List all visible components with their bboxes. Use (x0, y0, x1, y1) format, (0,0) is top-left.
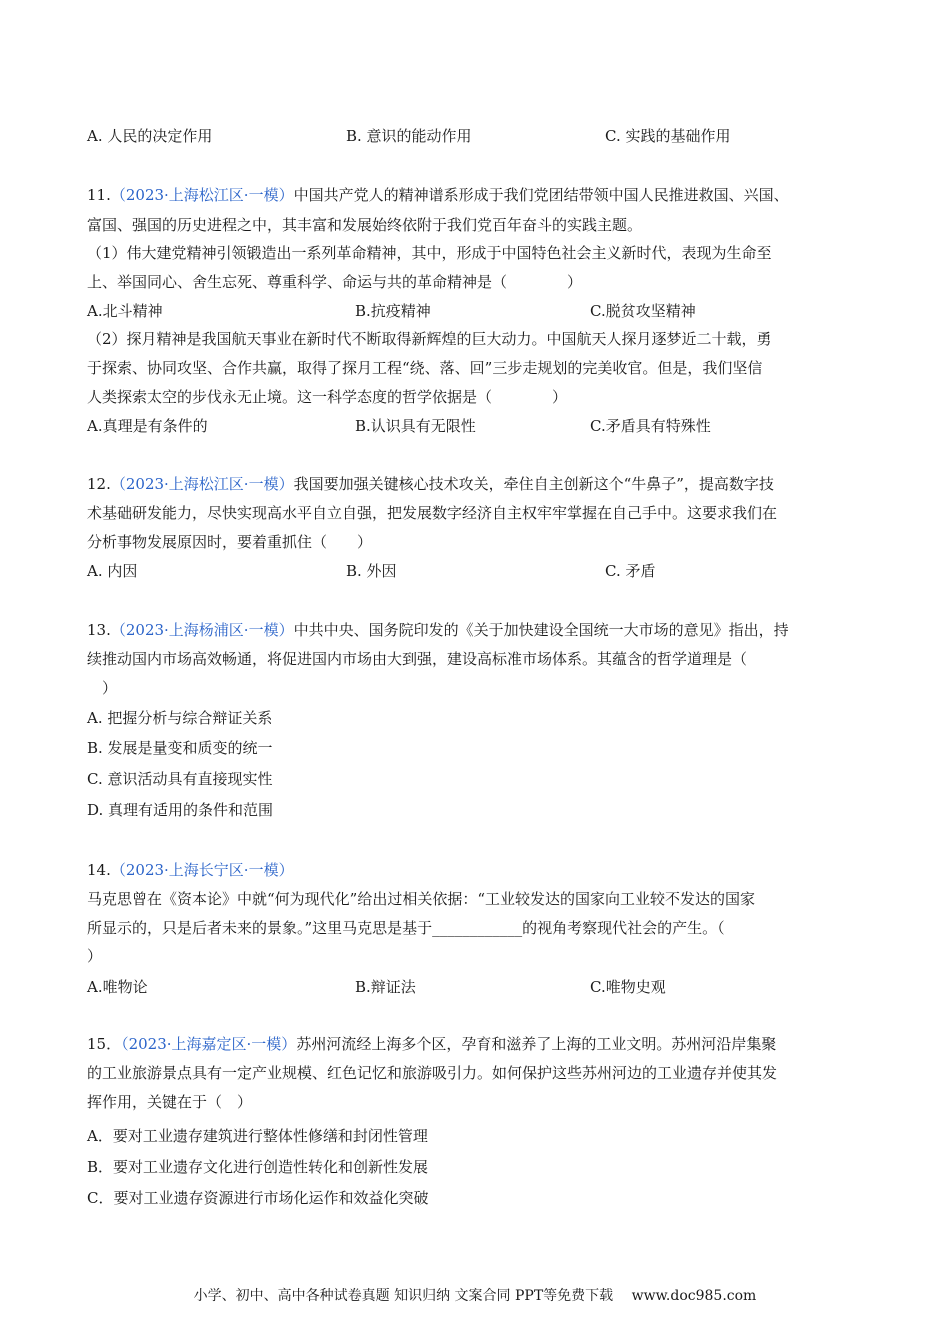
q13-number: 13. (87, 621, 111, 639)
q11-sub1-option-a: A.北斗精神 (87, 302, 163, 320)
q14-option-c: C.唯物史观 (590, 978, 666, 996)
q11-stem-line-2: 富国、强国的历史进程之中，其丰富和发展始终依附于我们党百年奋斗的实践主题。 (87, 216, 643, 234)
q13-stem-line-3: ） (87, 679, 118, 697)
q11-sub1-line-1: （1）伟大建党精神引领锻造出一系列革命精神，其中，形成于中国特色社会主义新时代，表现为生命至 (87, 244, 772, 262)
q11-sub1-line-2: 上、举国同心、舍生忘死、尊重科学、命运与共的革命精神是（ ） (87, 273, 583, 291)
q11-stem-line-1 (87, 185, 867, 205)
q15-option-c: C．要对工业遗存资源进行市场化运作和效益化突破 (87, 1189, 429, 1207)
q15-stem-line-3: 挥作用，关键在于（ ） (87, 1093, 253, 1111)
q12-number: 12. (87, 475, 111, 493)
q11-sub1-option-b: B.抗疫精神 (355, 302, 431, 320)
q12-source: （2023·上海松江区·一模） (110, 475, 294, 493)
q11-number: 11. (87, 186, 111, 204)
q14-stem-line-1: 马克思曾在《资本论》中就“何为现代化”给出过相关依据：“工业较发达的国家向工业较不发达的国家 (87, 890, 756, 908)
q10-option-a: A. 人民的决定作用 (87, 127, 213, 145)
q13-stem-line-1 (87, 620, 867, 640)
q15-source: （2023·上海嘉定区·一模） (121, 1035, 297, 1053)
q15-option-a: A．要对工业遗存建筑进行整体性修缮和封闭性管理 (87, 1127, 428, 1145)
page-footer: 小学、初中、高中各种试卷真题 知识归纳 文案合同 PPT等免费下载 www.doc985.com (193, 1288, 757, 1304)
q10-option-c: C. 实践的基础作用 (605, 127, 731, 145)
q14-stem-line-3: ） (87, 947, 103, 965)
q14-header-line (87, 860, 867, 880)
q13-source: （2023·上海杨浦区·一模） (110, 621, 294, 639)
q11-stem-text: 中国共产党人的精神谱系形成于我们党团结带领中国人民推进救国、兴国、 (293, 186, 789, 204)
q12-stem-line-3: 分析事物发展原因时，要着重抓住（ ） (87, 533, 373, 551)
q15-option-b: B．要对工业遗存文化进行创造性转化和创新性发展 (87, 1158, 429, 1176)
q11-sub1-option-c: C.脱贫攻坚精神 (590, 302, 696, 320)
q14-option-b: B.辩证法 (355, 978, 416, 996)
q13-option-a: A. 把握分析与综合辩证关系 (87, 709, 273, 727)
q11-sub2-option-c: C.矛盾具有特殊性 (590, 417, 711, 435)
q12-option-b: B. 外因 (346, 562, 397, 580)
q13-option-c: C. 意识活动具有直接现实性 (87, 770, 273, 788)
q12-option-c: C. 矛盾 (605, 562, 656, 580)
q14-option-a: A.唯物论 (87, 978, 148, 996)
q10-option-b: B. 意识的能动作用 (346, 127, 472, 145)
q12-stem-line-1 (87, 474, 867, 494)
q12-stem-text: 我国要加强关键核心技术攻关，牵住自主创新这个“牛鼻子”，提高数字技 (293, 475, 774, 493)
q14-source: （2023·上海长宁区·一模） (110, 861, 294, 879)
q12-option-a: A. 内因 (87, 562, 138, 580)
q11-sub2-line-1: （2）探月精神是我国航天事业在新时代不断取得新辉煌的巨大动力。中国航天人探月逐梦近二十载，勇 (87, 330, 772, 348)
q15-number: 15． (87, 1035, 122, 1053)
q14-stem-line-2: 所显示的，只是后者未来的景象。”这里马克思是基于____________的视角考察现代社会的产生。（ (87, 919, 725, 937)
q13-option-b: B. 发展是量变和质变的统一 (87, 739, 273, 757)
q11-sub2-option-b: B.认识具有无限性 (355, 417, 476, 435)
q12-stem-line-2: 术基础研发能力，尽快实现高水平自立自强，把发展数字经济自主权牢牢掌握在自己手中。这要求我们在 (87, 504, 778, 522)
q15-stem-line-1 (87, 1034, 867, 1054)
q11-sub2-line-3: 人类探索太空的步伐永无止境。这一科学态度的哲学依据是（ ） (87, 388, 568, 406)
q11-source: （2023·上海松江区·一模） (110, 186, 294, 204)
q13-stem-line-2: 续推动国内市场高效畅通，将促进国内市场由大到强，建设高标准市场体系。其蕴含的哲学道理是（ (87, 650, 748, 668)
q15-stem-text: 苏州河流经上海多个区，孕育和滋养了上海的工业文明。苏州河沿岸集聚 (296, 1035, 777, 1053)
q13-option-d: D. 真理有适用的条件和范围 (87, 801, 274, 819)
q14-number: 14. (87, 861, 111, 879)
q11-sub2-option-a: A.真理是有条件的 (87, 417, 208, 435)
q13-stem-text: 中共中央、国务院印发的《关于加快建设全国统一大市场的意见》指出，持 (293, 621, 789, 639)
q11-sub2-line-2: 于探索、协同攻坚、合作共赢，取得了探月工程“绕、落、回”三步走规划的完美收官。但是，我们坚信 (87, 359, 763, 377)
q15-stem-line-2: 的工业旅游景点具有一定产业规模、红色记忆和旅游吸引力。如何保护这些苏州河边的工业遗存并使其发 (87, 1064, 778, 1082)
